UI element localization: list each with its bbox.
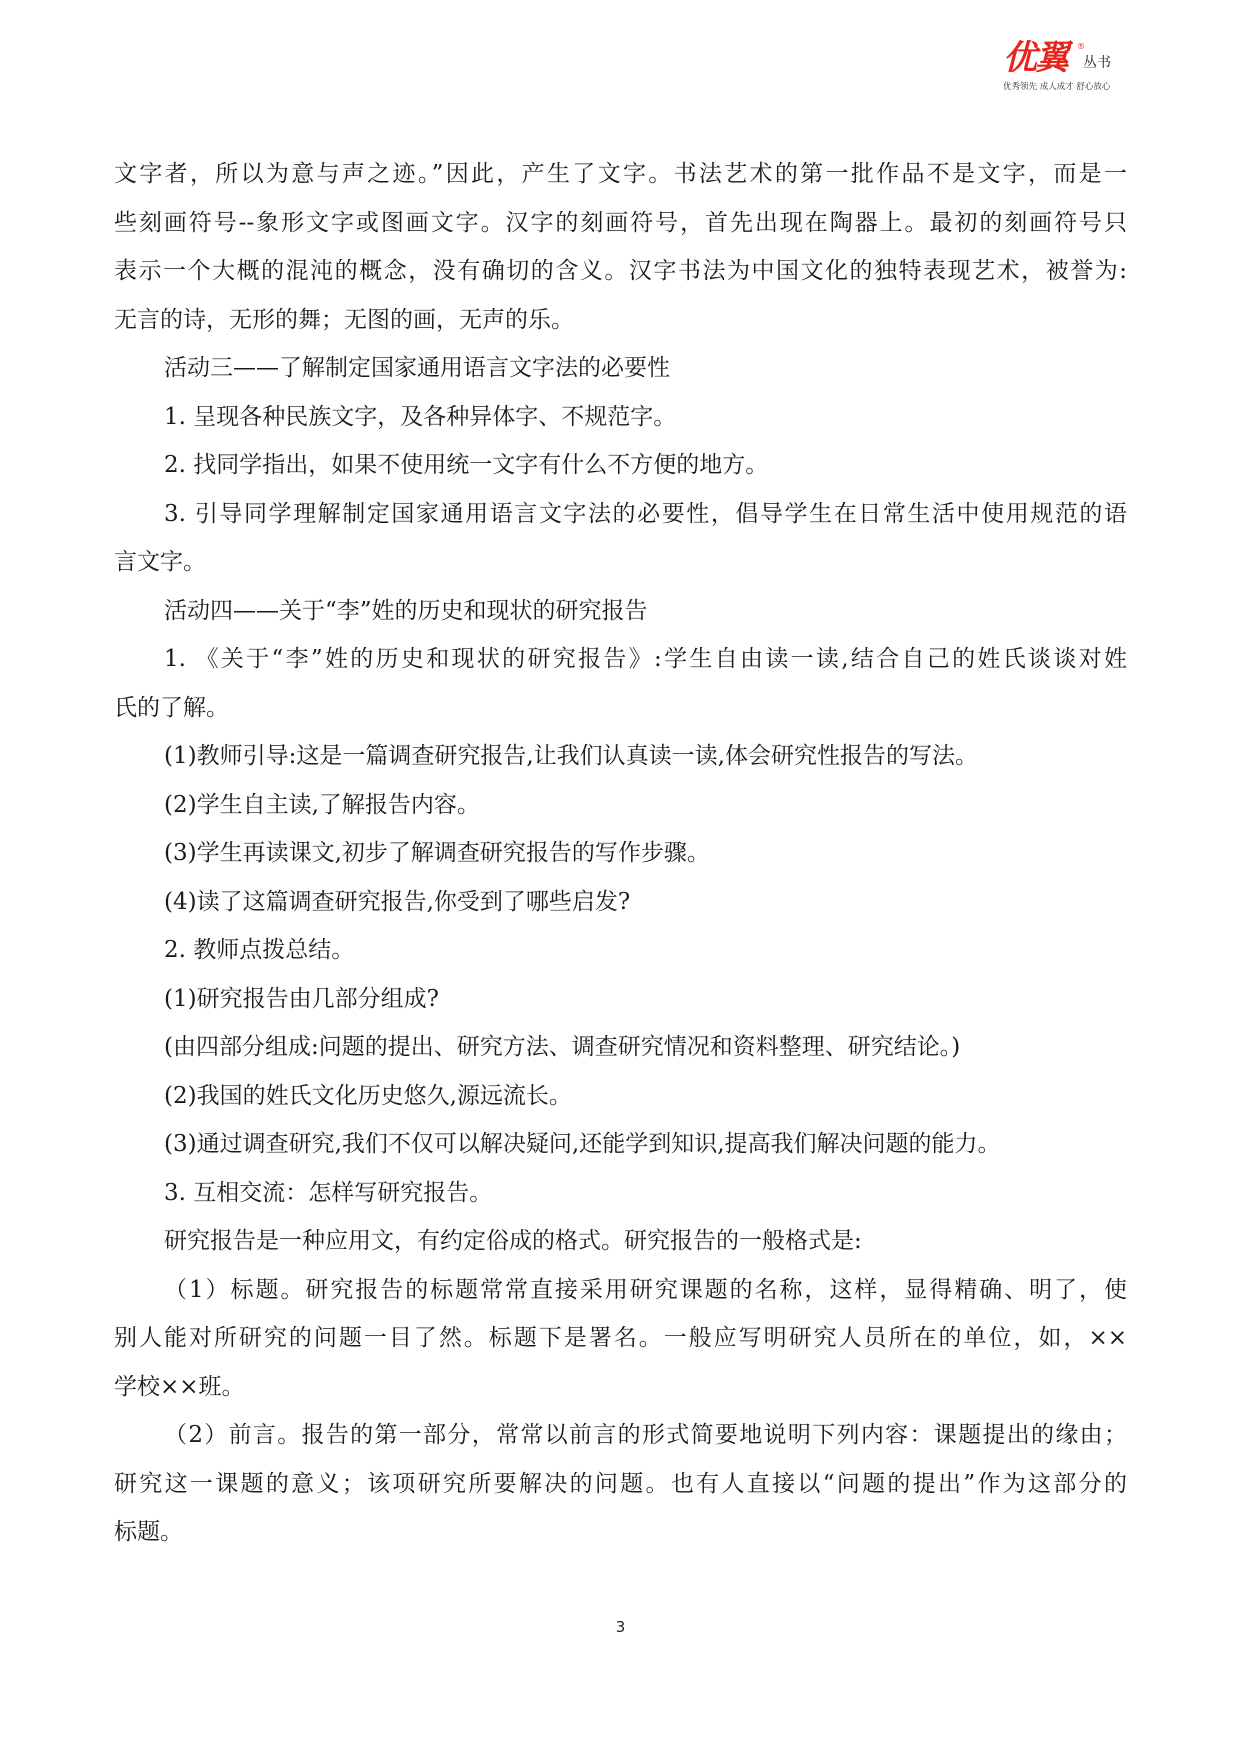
text-line: (3)通过调查研究,我们不仅可以解决疑问,还能学到知识,提高我们解决问题的能力。 (164, 1131, 1001, 1157)
text-line: （1）标题。研究报告的标题常常直接采用研究课题的名称，这样，显得精确、明了，使 (164, 1276, 1127, 1303)
text-line: (4)读了这篇调查研究报告,你受到了哪些启发? (164, 888, 631, 915)
logo-main-text: 优翼 (1003, 38, 1067, 78)
text-line: 别人能对所研究的问题一目了然。标题下是署名。一般应写明研究人员所在的单位，如，×× (114, 1325, 1127, 1351)
text-line: 标题。 (114, 1519, 183, 1545)
publisher-logo (1003, 38, 1123, 90)
text-line: 2. 找同学指出，如果不使用统一文字有什么不方便的地方。 (164, 452, 769, 478)
text-line: 言文字。 (114, 549, 206, 575)
text-line: (2)学生自主读,了解报告内容。 (164, 791, 480, 818)
text-line: 3. 引导同学理解制定国家通用语言文字法的必要性，倡导学生在日常生活中使用规范的语 (164, 500, 1127, 527)
text-line: 研究报告是一种应用文，有约定俗成的格式。研究报告的一般格式是: (164, 1228, 862, 1254)
text-line: 研究这一课题的意义；该项研究所要解决的问题。也有人直接以“问题的提出”作为这部分的 (114, 1470, 1127, 1497)
text-line: 氏的了解。 (114, 694, 229, 721)
text-line: 学校××班。 (114, 1373, 245, 1400)
text-line: (1)教师引导:这是一篇调查研究报告,让我们认真读一读,体会研究性报告的写法。 (164, 743, 978, 769)
text-line: 1. 《关于“李”姓的历史和现状的研究报告》:学生自由读一读,结合自己的姓氏谈谈对姓 (164, 646, 1127, 672)
text-line: 些刻画符号--象形文字或图画文字。汉字的刻画符号，首先出现在陶器上。最初的刻画符号只 (114, 209, 1127, 236)
section-heading: 活动三——了解制定国家通用语言文字法的必要性 (164, 355, 670, 381)
logo-sub-text: 丛书 (1083, 55, 1111, 71)
page-number: 3 (615, 1618, 626, 1636)
text-line: 3. 互相交流：怎样写研究报告。 (164, 1179, 493, 1206)
logo-registered-mark: ® (1077, 42, 1085, 51)
text-line: (3)学生再读课文,初步了解调查研究报告的写作步骤。 (164, 840, 710, 866)
text-line: 2. 教师点拨总结。 (164, 937, 355, 963)
text-line: （2）前言。报告的第一部分，常常以前言的形式简要地说明下列内容：课题提出的缘由； (164, 1422, 1127, 1448)
logo-slogan: 优秀领先 成人成才 舒心放心 (1003, 82, 1111, 92)
text-line: 表示一个大概的混沌的概念，没有确切的含义。汉字书法为中国文化的独特表现艺术，被誉为: (114, 258, 1127, 284)
text-line: 文字者，所以为意与声之迹。”因此，产生了文字。书法艺术的第一批作品不是文字，而是一 (114, 161, 1127, 187)
text-line: (由四部分组成:问题的提出、研究方法、调查研究情况和资料整理、研究结论。) (164, 1034, 961, 1060)
text-line: 1. 呈现各种民族文字，及各种异体字、不规范字。 (164, 403, 677, 430)
text-line: (1)研究报告由几部分组成? (164, 985, 439, 1012)
text-line: 无言的诗，无形的舞；无图的画，无声的乐。 (114, 306, 574, 333)
text-line: (2)我国的姓氏文化历史悠久,源远流长。 (164, 1082, 572, 1109)
document-body (114, 150, 1127, 1557)
section-heading: 活动四——关于“李”姓的历史和现状的研究报告 (164, 597, 648, 624)
